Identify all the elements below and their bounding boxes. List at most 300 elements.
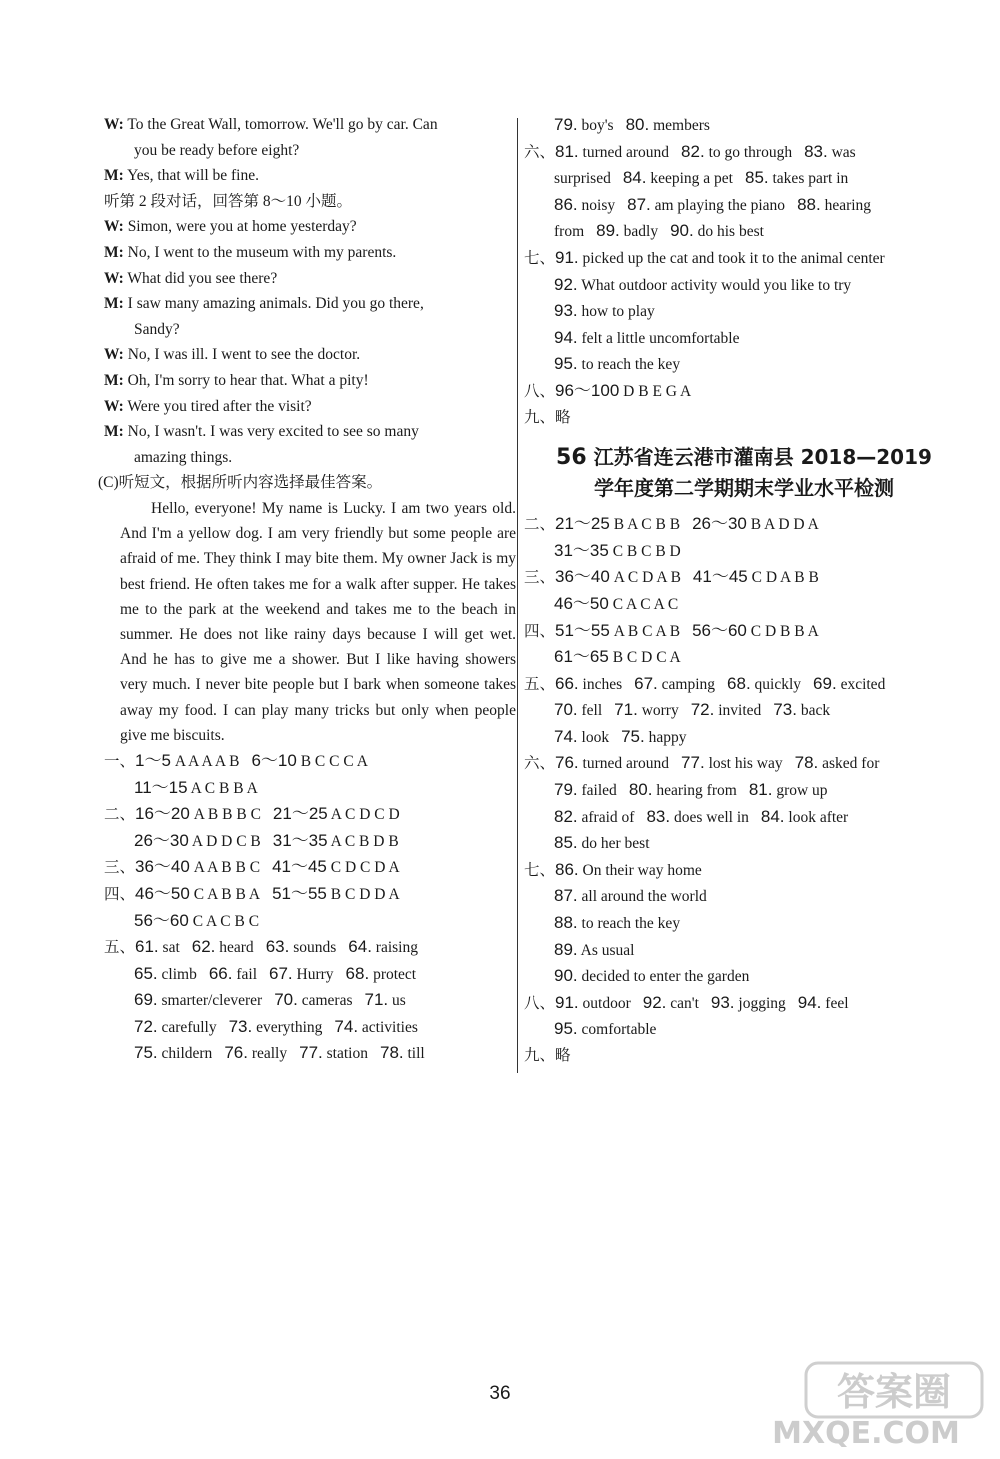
answer-item <box>135 939 180 956</box>
answer-item <box>273 806 400 823</box>
speaker-label: W: <box>104 218 124 236</box>
answer-item <box>134 777 258 797</box>
section-prefix: 八、 <box>524 382 556 400</box>
answer-text: invited <box>718 702 762 720</box>
answer-item <box>555 516 680 533</box>
section-prefix: 五、 <box>104 939 136 957</box>
answer-item <box>634 673 716 693</box>
question-number: 61～65 <box>554 647 609 667</box>
speaker-label: W: <box>104 397 124 415</box>
answer-text: afraid of <box>581 808 635 826</box>
answer-line <box>524 830 964 857</box>
exam-title <box>524 442 964 503</box>
answer-text: C D B B A <box>750 622 819 640</box>
question-number: 90. <box>670 221 694 241</box>
section-prefix: 二、 <box>524 516 556 534</box>
question-number: 93. <box>710 992 735 1012</box>
answer-item <box>670 223 764 240</box>
answer-item <box>693 569 819 586</box>
dialog-text: Oh, I'm sorry to hear that. What a pity! <box>127 371 369 389</box>
svg-text:MXQE.COM: MXQE.COM <box>772 1416 960 1447</box>
question-number: 73. <box>773 700 797 720</box>
speaker-label: M: <box>104 295 124 313</box>
question-number: 76. <box>224 1043 248 1063</box>
answer-text: worry <box>641 702 679 720</box>
answer-item <box>554 170 611 187</box>
section-prefix: 九、 <box>524 1047 556 1064</box>
answer-text: 略 <box>555 1047 571 1064</box>
question-number: 84. <box>760 806 785 826</box>
section-prefix: 二、 <box>104 806 136 824</box>
answer-line <box>104 934 516 961</box>
section-prefix: 一、 <box>104 752 136 770</box>
question-number: 41～45 <box>272 857 327 877</box>
answer-line <box>524 910 964 937</box>
answer-line <box>524 298 964 325</box>
question-number: 95. <box>554 1019 578 1039</box>
answer-line <box>524 165 964 192</box>
answer-text: As usual <box>580 941 635 959</box>
answer-item <box>134 963 197 983</box>
question-number: 6～10 <box>251 750 297 770</box>
question-number: 26～30 <box>134 830 189 850</box>
answer-line <box>524 750 964 777</box>
question-number: 79. <box>554 115 578 134</box>
answer-line <box>104 854 516 881</box>
answer-item <box>365 992 406 1009</box>
question-number: 36～40 <box>555 567 610 587</box>
answer-line <box>524 218 964 245</box>
answer-text: C B C B D <box>612 542 681 560</box>
answer-item <box>773 702 830 719</box>
answer-line <box>524 378 964 405</box>
answer-text: station <box>326 1045 368 1063</box>
answer-item <box>554 327 740 347</box>
question-number: 31～35 <box>272 830 328 850</box>
question-number: 78. <box>379 1043 404 1063</box>
answer-text: A D D C B <box>191 832 261 850</box>
section-prefix: 五、 <box>524 675 556 693</box>
answer-item <box>251 750 368 770</box>
answer-item <box>627 194 786 214</box>
answer-item <box>614 702 679 719</box>
section-prefix: 八、 <box>524 994 556 1012</box>
dialog-text: Sandy? <box>134 320 180 338</box>
answer-line <box>524 351 964 378</box>
answer-text: smarter/cleverer <box>161 992 263 1010</box>
answer-text: takes part in <box>772 170 849 188</box>
answer-text: boy's <box>581 117 614 134</box>
answer-item <box>208 963 257 983</box>
question-number: 31～35 <box>554 540 609 560</box>
answer-line <box>524 777 964 804</box>
answer-text: On their way home <box>582 861 702 879</box>
answer-text: really <box>251 1045 288 1063</box>
answer-item <box>555 620 681 640</box>
answer-text: keeping a pet <box>650 170 733 188</box>
answer-item <box>555 409 571 426</box>
question-number: 66. <box>208 963 233 983</box>
answer-text: A B C A B <box>613 622 681 640</box>
question-number: 89. <box>554 939 578 959</box>
answer-item <box>554 835 650 852</box>
speaker-label: M: <box>104 371 124 389</box>
answer-text: carefully <box>161 1018 217 1036</box>
answer-item <box>555 673 623 693</box>
answer-item <box>554 356 680 373</box>
answer-item <box>554 593 679 613</box>
answer-text: does well in <box>673 808 749 826</box>
question-number: 83. <box>804 141 828 161</box>
speaker-label: M: <box>104 423 124 441</box>
answer-item <box>554 915 680 932</box>
question-number: 90. <box>554 966 578 986</box>
answer-item <box>334 1016 418 1036</box>
dialog-line <box>104 317 516 343</box>
answer-text: surprised <box>554 170 611 188</box>
dialog-text: No, I went to the museum with my parents. <box>127 243 397 261</box>
answer-text: grow up <box>776 782 828 800</box>
answer-item <box>348 939 418 956</box>
answer-item <box>727 673 802 693</box>
answer-text: climb <box>161 965 197 983</box>
question-number: 72. <box>690 700 715 720</box>
answer-text: excited <box>840 675 886 693</box>
section-prefix: 三、 <box>104 859 136 877</box>
answer-text: all around the world <box>581 888 707 906</box>
answer-item <box>555 569 681 586</box>
question-number: 73. <box>228 1016 253 1036</box>
dialog-text: Were you tired after the visit? <box>127 397 312 415</box>
answer-item <box>135 883 261 903</box>
answer-text: till <box>407 1045 425 1063</box>
answer-text: jogging <box>738 994 786 1012</box>
question-number: 63. <box>265 937 290 957</box>
answer-text: decided to enter the garden <box>581 968 750 986</box>
dialog-line <box>104 419 516 445</box>
answer-text: felt a little uncomfortable <box>581 329 740 347</box>
question-number: 46～50 <box>135 883 190 903</box>
question-number: 94. <box>797 992 822 1012</box>
answer-item <box>555 755 669 772</box>
exam-title-line-1: 江苏省连云港市灌南县 2018—2019 <box>593 445 932 470</box>
answer-line <box>524 325 964 352</box>
answer-item <box>554 968 749 985</box>
answer-item <box>554 303 655 320</box>
dialog-text: Yes, that will be fine. <box>127 167 259 185</box>
question-number: 91. <box>555 992 579 1012</box>
answer-item <box>554 1021 656 1038</box>
answer-line <box>524 564 964 591</box>
dialog-line <box>104 214 516 240</box>
question-number: 92. <box>642 992 667 1012</box>
question-number: 16～20 <box>135 804 190 824</box>
page-number: 36 <box>489 1383 511 1404</box>
question-number: 51～55 <box>555 620 610 640</box>
answer-text: turned around <box>582 755 670 773</box>
section-prefix: 四、 <box>524 622 556 640</box>
question-number: 94. <box>554 327 578 347</box>
answer-item <box>135 806 261 823</box>
answer-item <box>554 726 610 746</box>
question-number: 69. <box>134 990 158 1010</box>
answer-item <box>135 859 260 876</box>
answer-item <box>596 223 658 240</box>
answer-line <box>104 908 516 935</box>
dialog-2 <box>104 214 516 470</box>
question-number: 80. <box>628 780 653 800</box>
answer-text: 略 <box>555 408 571 426</box>
answer-text: quickly <box>754 675 802 693</box>
speaker-label: W: <box>104 346 124 364</box>
answer-item <box>710 992 786 1012</box>
question-number: 89. <box>596 221 620 241</box>
speaker-label: M: <box>104 167 124 185</box>
answer-item <box>629 782 737 799</box>
answer-text: A A B B C <box>193 859 261 877</box>
answer-item <box>554 223 584 240</box>
answer-line <box>524 1043 964 1069</box>
answer-text: A A A A B <box>174 752 240 770</box>
answer-item <box>555 1047 571 1064</box>
answer-item <box>797 194 872 214</box>
answer-text: A C D C D <box>330 806 400 824</box>
answer-item <box>745 170 848 187</box>
question-number: 74. <box>554 726 578 746</box>
question-number: 66. <box>555 673 579 693</box>
question-number: 71. <box>614 700 638 720</box>
question-number: 56～60 <box>692 620 747 640</box>
answer-line <box>524 591 964 618</box>
answer-item <box>134 1045 212 1062</box>
answer-item <box>380 1045 425 1062</box>
answer-line <box>524 724 964 751</box>
question-number: 51～55 <box>272 883 327 903</box>
answer-text: Hurry <box>296 965 334 983</box>
answer-line <box>104 748 516 775</box>
answer-item <box>266 939 337 956</box>
dialog-text: No, I was ill. I went to see the doctor. <box>127 346 361 364</box>
answer-text: comfortable <box>581 1021 657 1039</box>
answer-line <box>524 857 964 884</box>
answer-text: from <box>554 223 585 241</box>
question-number: 88. <box>797 194 821 214</box>
answer-text: feel <box>825 994 849 1012</box>
answer-text: how to play <box>581 303 655 321</box>
answer-text: A B B B C <box>193 806 261 824</box>
answer-item <box>135 750 240 770</box>
question-number: 41～45 <box>692 567 748 587</box>
answer-item <box>681 141 793 161</box>
answer-line <box>104 881 516 908</box>
answer-line <box>524 272 964 299</box>
answer-text: B C D C A <box>612 649 681 667</box>
answer-text: am playing the piano <box>654 196 786 214</box>
answer-item <box>554 540 681 560</box>
answer-item <box>626 117 710 134</box>
question-number: 11～15 <box>134 777 188 797</box>
question-number: 75. <box>134 1043 158 1063</box>
answer-text: childern <box>161 1045 213 1063</box>
answer-text: to reach the key <box>581 356 681 374</box>
question-number: 81. <box>555 141 579 161</box>
question-number: 36～40 <box>135 857 190 877</box>
answer-item <box>554 117 614 134</box>
answer-text: sounds <box>293 939 337 957</box>
answer-item <box>555 992 631 1012</box>
exam-number: 56 <box>556 445 587 471</box>
question-number: 75. <box>621 726 645 746</box>
answer-line <box>104 1014 516 1041</box>
answer-text: to go through <box>708 143 793 161</box>
question-number: 67. <box>269 963 293 983</box>
dialog-line <box>104 394 516 420</box>
answer-text: inches <box>582 675 623 693</box>
section-prefix: 九、 <box>524 408 556 426</box>
answer-item <box>554 274 852 294</box>
answer-item <box>692 620 819 640</box>
answer-item <box>804 141 856 161</box>
question-number: 78. <box>794 753 819 773</box>
question-number: 69. <box>813 673 837 693</box>
dialog-text: I saw many amazing animals. Did you go there, <box>127 295 424 313</box>
question-number: 67. <box>634 673 658 693</box>
answer-text: hearing from <box>656 782 737 800</box>
answer-text: C D A B B <box>751 569 819 587</box>
answer-item <box>749 782 828 799</box>
answer-text: was <box>831 143 856 161</box>
question-number: 87. <box>554 886 578 906</box>
question-number: 26～30 <box>692 514 747 534</box>
question-number: 61. <box>135 937 159 957</box>
answer-text: B C C C A <box>300 752 368 770</box>
question-number: 70. <box>554 700 578 720</box>
dialog-text: No, I wasn't. I was very excited to see so many <box>127 423 419 441</box>
question-number: 68. <box>345 963 370 983</box>
question-number: 56～60 <box>134 910 189 930</box>
answer-text: activities <box>361 1018 418 1036</box>
answer-line <box>524 139 964 166</box>
answer-text: C A C B C <box>192 912 260 930</box>
section-c-title: (C)听短文，根据所听内容选择最佳答案。 <box>98 474 383 492</box>
answer-text: fail <box>236 965 257 983</box>
speaker-label: W: <box>104 116 124 133</box>
answer-text: back <box>800 702 831 720</box>
answer-text: fell <box>581 702 603 720</box>
dialog-line <box>104 368 516 394</box>
answer-item <box>555 247 885 267</box>
answer-text: look after <box>788 808 849 826</box>
answer-item <box>274 992 352 1009</box>
answer-item <box>272 859 400 876</box>
question-number: 88. <box>554 913 578 933</box>
answer-text: failed <box>581 782 617 800</box>
answer-text: What outdoor activity would you like to try <box>581 276 852 294</box>
answer-item <box>134 992 262 1009</box>
listening-passage: Hello, everyone! My name is Lucky. I am two years old. And I'm a yellow dog. I am very friendly but some people are afraid of me. They think I may bite them. My owner Jack is my best friend. He often takes me for a walk after supper. He takes me to the park at the weekend and takes me to the beach in summer. He does not like rainy days because I will get wet. And he has to give me a shower. But I like having showers very much. I never bite people but I bark when someone takes away my food. I can play many tricks but only when people give me biscuits. <box>120 499 516 744</box>
question-number: 93. <box>554 301 578 321</box>
answer-text: B C D D A <box>330 885 400 903</box>
section-prefix: 七、 <box>524 861 556 879</box>
speaker-label: W: <box>104 269 124 287</box>
answer-line <box>524 192 964 219</box>
answer-text: protect <box>373 965 417 983</box>
question-number: 70. <box>274 990 298 1010</box>
answer-text: B A C B B <box>613 516 681 534</box>
answer-item <box>555 859 702 879</box>
answer-item <box>760 806 849 826</box>
question-number: 82. <box>554 806 578 826</box>
answer-item <box>554 782 617 799</box>
question-number: 77. <box>681 753 705 773</box>
answer-item <box>681 755 783 772</box>
answer-text: A C B B A <box>190 779 258 797</box>
answer-text: look <box>581 728 610 746</box>
answer-text: A C B D B <box>330 832 399 850</box>
exam-title-line-2: 学年度第二学期期末学业水平检测 <box>594 476 894 501</box>
question-number: 72. <box>134 1016 158 1036</box>
answer-item <box>228 1016 323 1036</box>
dialog-line <box>104 342 516 368</box>
question-number: 21～25 <box>272 804 328 824</box>
question-number: 83. <box>646 806 671 826</box>
answer-line <box>104 961 516 988</box>
answer-line <box>524 511 964 538</box>
answer-text: badly <box>623 223 659 241</box>
answer-line <box>524 804 964 831</box>
answer-item <box>555 141 670 161</box>
svg-text:答案圈: 答案圈 <box>836 1370 952 1414</box>
answer-item <box>623 170 733 187</box>
question-number: 79. <box>554 780 578 800</box>
answer-text: us <box>392 992 406 1010</box>
question-number: 92. <box>554 274 578 294</box>
answer-item <box>813 673 886 693</box>
question-number: 85. <box>554 833 578 853</box>
dialog-text: amazing things. <box>134 448 233 466</box>
dialog-line <box>104 266 516 292</box>
answer-item <box>345 963 417 983</box>
answer-text: sat <box>162 939 180 957</box>
answer-line <box>104 987 516 1014</box>
question-number: 71. <box>364 990 389 1010</box>
question-number: 65. <box>134 963 158 983</box>
question-number: 46～50 <box>554 593 609 613</box>
answer-line <box>524 671 964 698</box>
answer-item <box>554 649 681 666</box>
question-number: 68. <box>727 673 751 693</box>
dialog-line <box>104 112 516 138</box>
question-number: 84. <box>622 168 647 188</box>
question-number: 81. <box>748 780 773 800</box>
question-number: 74. <box>334 1016 359 1036</box>
answer-item <box>134 1016 217 1036</box>
question-number: 87. <box>627 194 651 214</box>
answer-text: picked up the cat and took it to the animal center <box>582 249 885 267</box>
question-number: 1～5 <box>135 750 171 770</box>
answer-item <box>554 806 635 826</box>
answer-item <box>134 830 261 850</box>
dialog-1 <box>104 112 516 189</box>
answer-line <box>524 990 964 1017</box>
answer-line <box>104 801 516 828</box>
answer-text: do his best <box>697 223 764 241</box>
answer-item <box>299 1045 368 1062</box>
answer-text: camping <box>661 675 716 693</box>
speaker-label: M: <box>104 243 124 261</box>
answer-item <box>554 702 602 719</box>
answer-text: to reach the key <box>581 915 681 933</box>
